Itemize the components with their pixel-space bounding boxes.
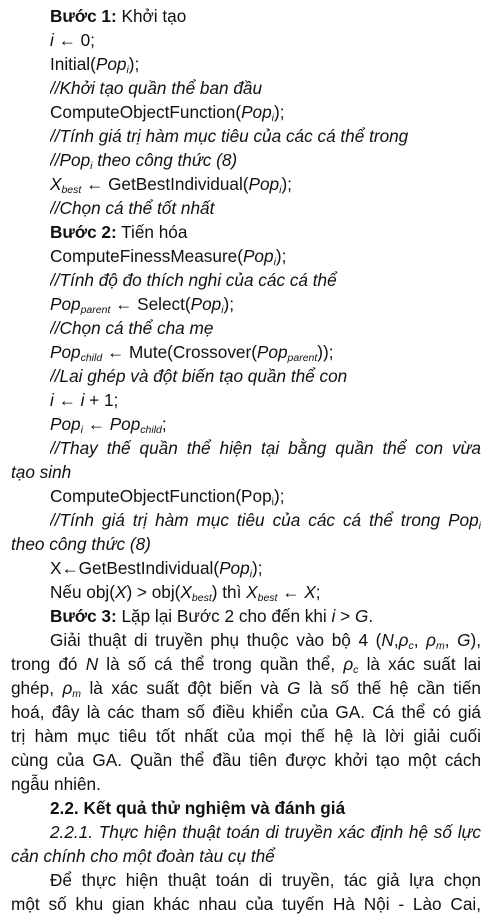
subscript: c [408, 640, 413, 652]
subscript: child [81, 352, 103, 364]
text-run: ρ [399, 630, 409, 650]
text-line [50, 795, 481, 821]
text-run: //Pop [50, 150, 90, 170]
subscript: best [258, 592, 278, 604]
text-run: Bước 3: [50, 606, 117, 626]
subscript: m [72, 688, 81, 700]
text-line [50, 819, 481, 845]
text-run: ← [54, 390, 81, 410]
text-line [11, 459, 481, 485]
subscript: i [250, 568, 252, 580]
text-line [11, 747, 481, 773]
text-line [50, 27, 481, 53]
text-run: //Thay thế quần thể hiện tại bằng quần thể con vừa [50, 438, 481, 458]
text-run: i [50, 30, 54, 50]
text-run: ); [274, 486, 285, 506]
subscript: i [279, 184, 281, 196]
text-line [50, 507, 481, 533]
text-line [50, 555, 481, 581]
text-run: ComputeObjectFunction( [50, 102, 241, 122]
text-run: ← Mute(Crossover( [102, 342, 257, 362]
subscript: best [61, 184, 81, 196]
subscript: i [221, 304, 223, 316]
text-run: là xác suất đột biến và [81, 678, 287, 698]
text-line [50, 75, 481, 101]
text-run: ngẫu nhiên. [11, 774, 101, 794]
text-line [11, 675, 481, 701]
subscript: parent [288, 352, 318, 364]
text-run: ρ [62, 678, 72, 698]
text-run: i [50, 390, 54, 410]
text-line [50, 483, 481, 509]
text-line [11, 699, 481, 725]
text-line [50, 291, 481, 317]
text-run: là số cá thể trong quần thể, [98, 654, 343, 674]
text-line [11, 891, 481, 917]
text-run: , [445, 630, 457, 650]
text-run: //Chọn cá thể tốt nhất [50, 198, 214, 218]
subscript: best [192, 592, 212, 604]
text-line [50, 363, 481, 389]
text-line [50, 867, 481, 893]
text-run: ); [224, 294, 235, 314]
text-run: X [180, 582, 191, 602]
text-run: X [304, 582, 315, 602]
text-run: //Tính độ đo thích nghi của các cá thể [50, 270, 337, 290]
text-run: ); [274, 102, 285, 122]
subscript: m [436, 640, 445, 652]
text-run: G [457, 630, 470, 650]
text-run: theo công thức (8) [11, 534, 151, 554]
text-line [50, 171, 481, 197]
text-run: X←GetBestIndividual( [50, 558, 219, 578]
subscript: i [81, 424, 83, 436]
text-run: Giải thuật di truyền phụ thuộc vào bộ 4 ( [50, 630, 381, 650]
text-run: tạo sinh [11, 462, 71, 482]
text-run: . [368, 606, 373, 626]
text-line [50, 3, 481, 29]
text-run: ) > obj( [126, 582, 180, 602]
subscript: i [272, 112, 274, 124]
text-line [11, 531, 481, 557]
subscript: i [126, 64, 128, 76]
text-run: trị hàm mục tiêu tốt nhất của mọi thế hệ là lời giải cuối [11, 726, 481, 746]
text-line [50, 147, 481, 173]
text-line [50, 123, 481, 149]
text-run: ); [276, 246, 287, 266]
text-run: , [414, 630, 426, 650]
text-run: ← [83, 414, 110, 434]
text-run: theo công thức (8) [92, 150, 237, 170]
text-run: ); [129, 54, 140, 74]
text-run: //Chọn cá thể cha mẹ [50, 318, 213, 338]
text-run: )); [317, 342, 333, 362]
text-line [50, 387, 481, 413]
text-line [50, 603, 481, 629]
subscript: child [140, 424, 162, 436]
text-run: cùng của GA. Quần thể đầu tiên được khởi tạo một cách [11, 750, 481, 770]
text-run: ρ [343, 654, 353, 674]
text-run: Pop [243, 246, 274, 266]
text-run: ComputeObjectFunction(Pop [50, 486, 272, 506]
text-run: Tiến hóa [117, 222, 188, 242]
text-line [50, 267, 481, 293]
text-run: ; [316, 582, 321, 602]
text-run: hoá, đây là các tham số điều khiển của GA. Cá thể có giá [11, 702, 481, 722]
text-run: ← GetBestIndividual( [81, 174, 248, 194]
text-line [50, 315, 481, 341]
text-run: Initial( [50, 54, 96, 74]
subscript: i [479, 520, 481, 532]
text-run: G [287, 678, 300, 698]
text-run: + 1; [84, 390, 118, 410]
subscript: parent [81, 304, 111, 316]
text-run: G [355, 606, 368, 626]
text-run: ComputeFinessMeasure( [50, 246, 243, 266]
text-line [50, 243, 481, 269]
text-run: ← 0; [54, 30, 95, 50]
text-run: X [115, 582, 126, 602]
text-run: //Tính giá trị hàm mục tiêu của các cá thể trong Pop [50, 510, 479, 530]
text-run: Pop [257, 342, 288, 362]
text-run: Nếu obj( [50, 582, 115, 602]
text-run: cản chính cho một đoàn tàu cụ thể [11, 846, 275, 866]
text-line [50, 627, 481, 653]
text-run: ); [281, 174, 292, 194]
text-run: Khởi tạo [117, 6, 187, 26]
text-line [50, 195, 481, 221]
text-run: //Khởi tạo quần thể ban đầu [50, 78, 262, 98]
subscript: i [90, 160, 92, 172]
text-run: Pop [50, 414, 81, 434]
text-line [50, 219, 481, 245]
text-run: là xác suất lai [358, 654, 481, 674]
text-line [50, 51, 481, 77]
text-run: Pop [96, 54, 127, 74]
text-line [50, 411, 481, 437]
text-run: Lặp lại Bước 2 cho đến khi [117, 606, 332, 626]
subscript: c [353, 664, 358, 676]
text-run: Pop [241, 102, 272, 122]
text-run: 2.2.1. Thực hiện thuật toán di truyền xác định hệ số lực [50, 822, 481, 842]
text-line [11, 651, 481, 677]
text-line [50, 435, 481, 461]
subscript: i [274, 256, 276, 268]
text-run: Pop [219, 558, 250, 578]
text-run: ), [471, 630, 481, 650]
text-run: Bước 1: [50, 6, 117, 26]
subscript: i [272, 496, 274, 508]
text-run: Pop [50, 342, 81, 362]
text-line [50, 579, 481, 605]
text-run: Pop [110, 414, 141, 434]
text-run: ← Select( [110, 294, 190, 314]
text-run: //Tính giá trị hàm mục tiêu của các cá thể trong [50, 126, 408, 146]
text-line [50, 339, 481, 365]
text-run: ← [277, 582, 304, 602]
text-run: i [81, 390, 85, 410]
text-run: trong đó [11, 654, 86, 674]
text-run: > [335, 606, 355, 626]
text-run: 2.2. Kết quả thử nghiệm và đánh giá [50, 798, 345, 818]
text-run: , [394, 630, 399, 650]
text-run: là số thế hệ cần tiến [301, 678, 481, 698]
text-run: X [246, 582, 257, 602]
text-run: ; [162, 414, 167, 434]
text-run: ) thì [212, 582, 246, 602]
text-run: Để thực hiện thuật toán di truyền, tác giả lựa chọn [50, 870, 481, 890]
text-run: ); [252, 558, 263, 578]
text-run: một số khu gian khác nhau của tuyến Hà Nội - Lào Cai, [11, 894, 481, 914]
text-run: Pop [50, 294, 81, 314]
text-line [11, 843, 481, 869]
text-run: ρ [426, 630, 436, 650]
text-run: N [381, 630, 393, 650]
text-run: N [86, 654, 98, 674]
text-line [50, 99, 481, 125]
text-line [11, 771, 481, 797]
text-line [11, 723, 481, 749]
text-run: //Lai ghép và đột biến tạo quần thể con [50, 366, 347, 386]
text-run: X [50, 174, 61, 194]
text-run: i [332, 606, 336, 626]
text-run: Bước 2: [50, 222, 117, 242]
text-run: Pop [249, 174, 280, 194]
text-run: Pop [191, 294, 222, 314]
text-run: ghép, [11, 678, 62, 698]
